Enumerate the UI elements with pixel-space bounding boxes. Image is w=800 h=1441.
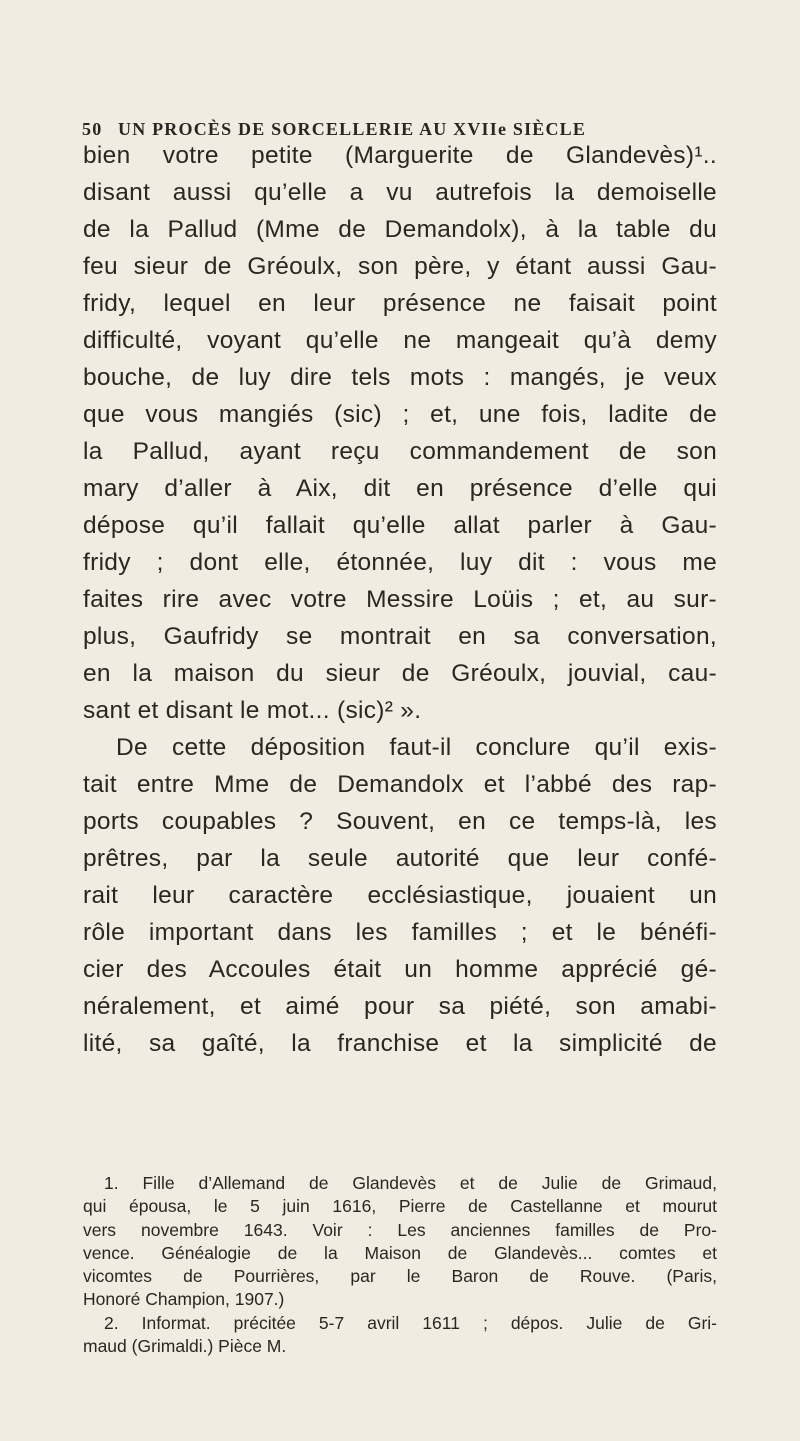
footnote-line: vers novembre 1643. Voir : Les anciennes familles de Pro- — [83, 1219, 717, 1240]
body-line: lité, sa gaîté, la franchise et la simplicité de — [83, 1030, 717, 1057]
body-line: cier des Accoules était un homme apprécié gé- — [83, 956, 717, 983]
body-line: rait leur caractère ecclésiastique, jouaient un — [83, 882, 717, 909]
running-title: UN PROCÈS DE SORCELLERIE AU XVIIe SIÈCLE — [118, 119, 587, 139]
body-line: rôle important dans les familles ; et le bénéfi- — [83, 919, 717, 946]
footnote-line: qui épousa, le 5 juin 1616, Pierre de Castellanne et mourut — [83, 1196, 717, 1217]
body-line: prêtres, par la seule autorité que leur confé- — [83, 845, 717, 872]
body-line: ports coupables ? Souvent, en ce temps-là, les — [83, 808, 717, 835]
page-number: 50 — [82, 119, 103, 139]
body-line: fridy ; dont elle, étonnée, luy dit : vous me — [83, 549, 717, 576]
body-line: de la Pallud (Mme de Demandolx), à la table du — [83, 216, 717, 243]
body-line: dépose qu’il fallait qu’elle allat parler à Gau- — [83, 512, 717, 539]
body-line: sant et disant le mot... (sic)² ». — [83, 697, 422, 724]
body-line: plus, Gaufridy se montrait en sa conversation, — [83, 623, 717, 650]
body-line: disant aussi qu’elle a vu autrefois la demoiselle — [83, 179, 717, 206]
footnote-line: Honoré Champion, 1907.) — [83, 1289, 285, 1310]
body-line: faites rire avec votre Messire Loüis ; et, au sur- — [83, 586, 717, 613]
body-line: bouche, de luy dire tels mots : mangés, je veux — [83, 364, 717, 391]
body-line: en la maison du sieur de Gréoulx, jouvial, cau- — [83, 660, 717, 687]
footnote-line: vicomtes de Pourrières, par le Baron de Rouve. (Paris, — [83, 1266, 717, 1287]
footnotes — [83, 1172, 717, 1358]
body-line: feu sieur de Gréoulx, son père, y étant aussi Gau- — [83, 253, 717, 280]
footnote-line: maud (Grimaldi.) Pièce M. — [83, 1336, 287, 1357]
body-line: néralement, et aimé pour sa piété, son amabi- — [83, 993, 717, 1020]
body-line: tait entre Mme de Demandolx et l’abbé des rap- — [83, 771, 717, 798]
footnote-line: 2. Informat. précitée 5-7 avril 1611 ; dépos. Julie de Gri- — [104, 1312, 717, 1333]
body-text — [83, 137, 717, 1062]
footnote-line: 1. Fille d’Allemand de Glandevès et de Julie de Grimaud, — [104, 1173, 717, 1193]
body-line: que vous mangiés (sic) ; et, une fois, ladite de — [83, 401, 717, 428]
body-line: bien votre petite (Marguerite de Glandevès)¹.. — [83, 142, 717, 169]
body-line: la Pallud, ayant reçu commandement de son — [83, 438, 717, 465]
body-line: De cette déposition faut-il conclure qu’il exis- — [116, 734, 717, 761]
body-line: difficulté, voyant qu’elle ne mangeait qu’à demy — [83, 327, 717, 354]
body-line: fridy, lequel en leur présence ne faisait point — [83, 290, 717, 317]
body-line: mary d’aller à Aix, dit en présence d’elle qui — [83, 475, 717, 502]
footnote-line: vence. Généalogie de la Maison de Glandevès... comtes et — [83, 1242, 717, 1263]
